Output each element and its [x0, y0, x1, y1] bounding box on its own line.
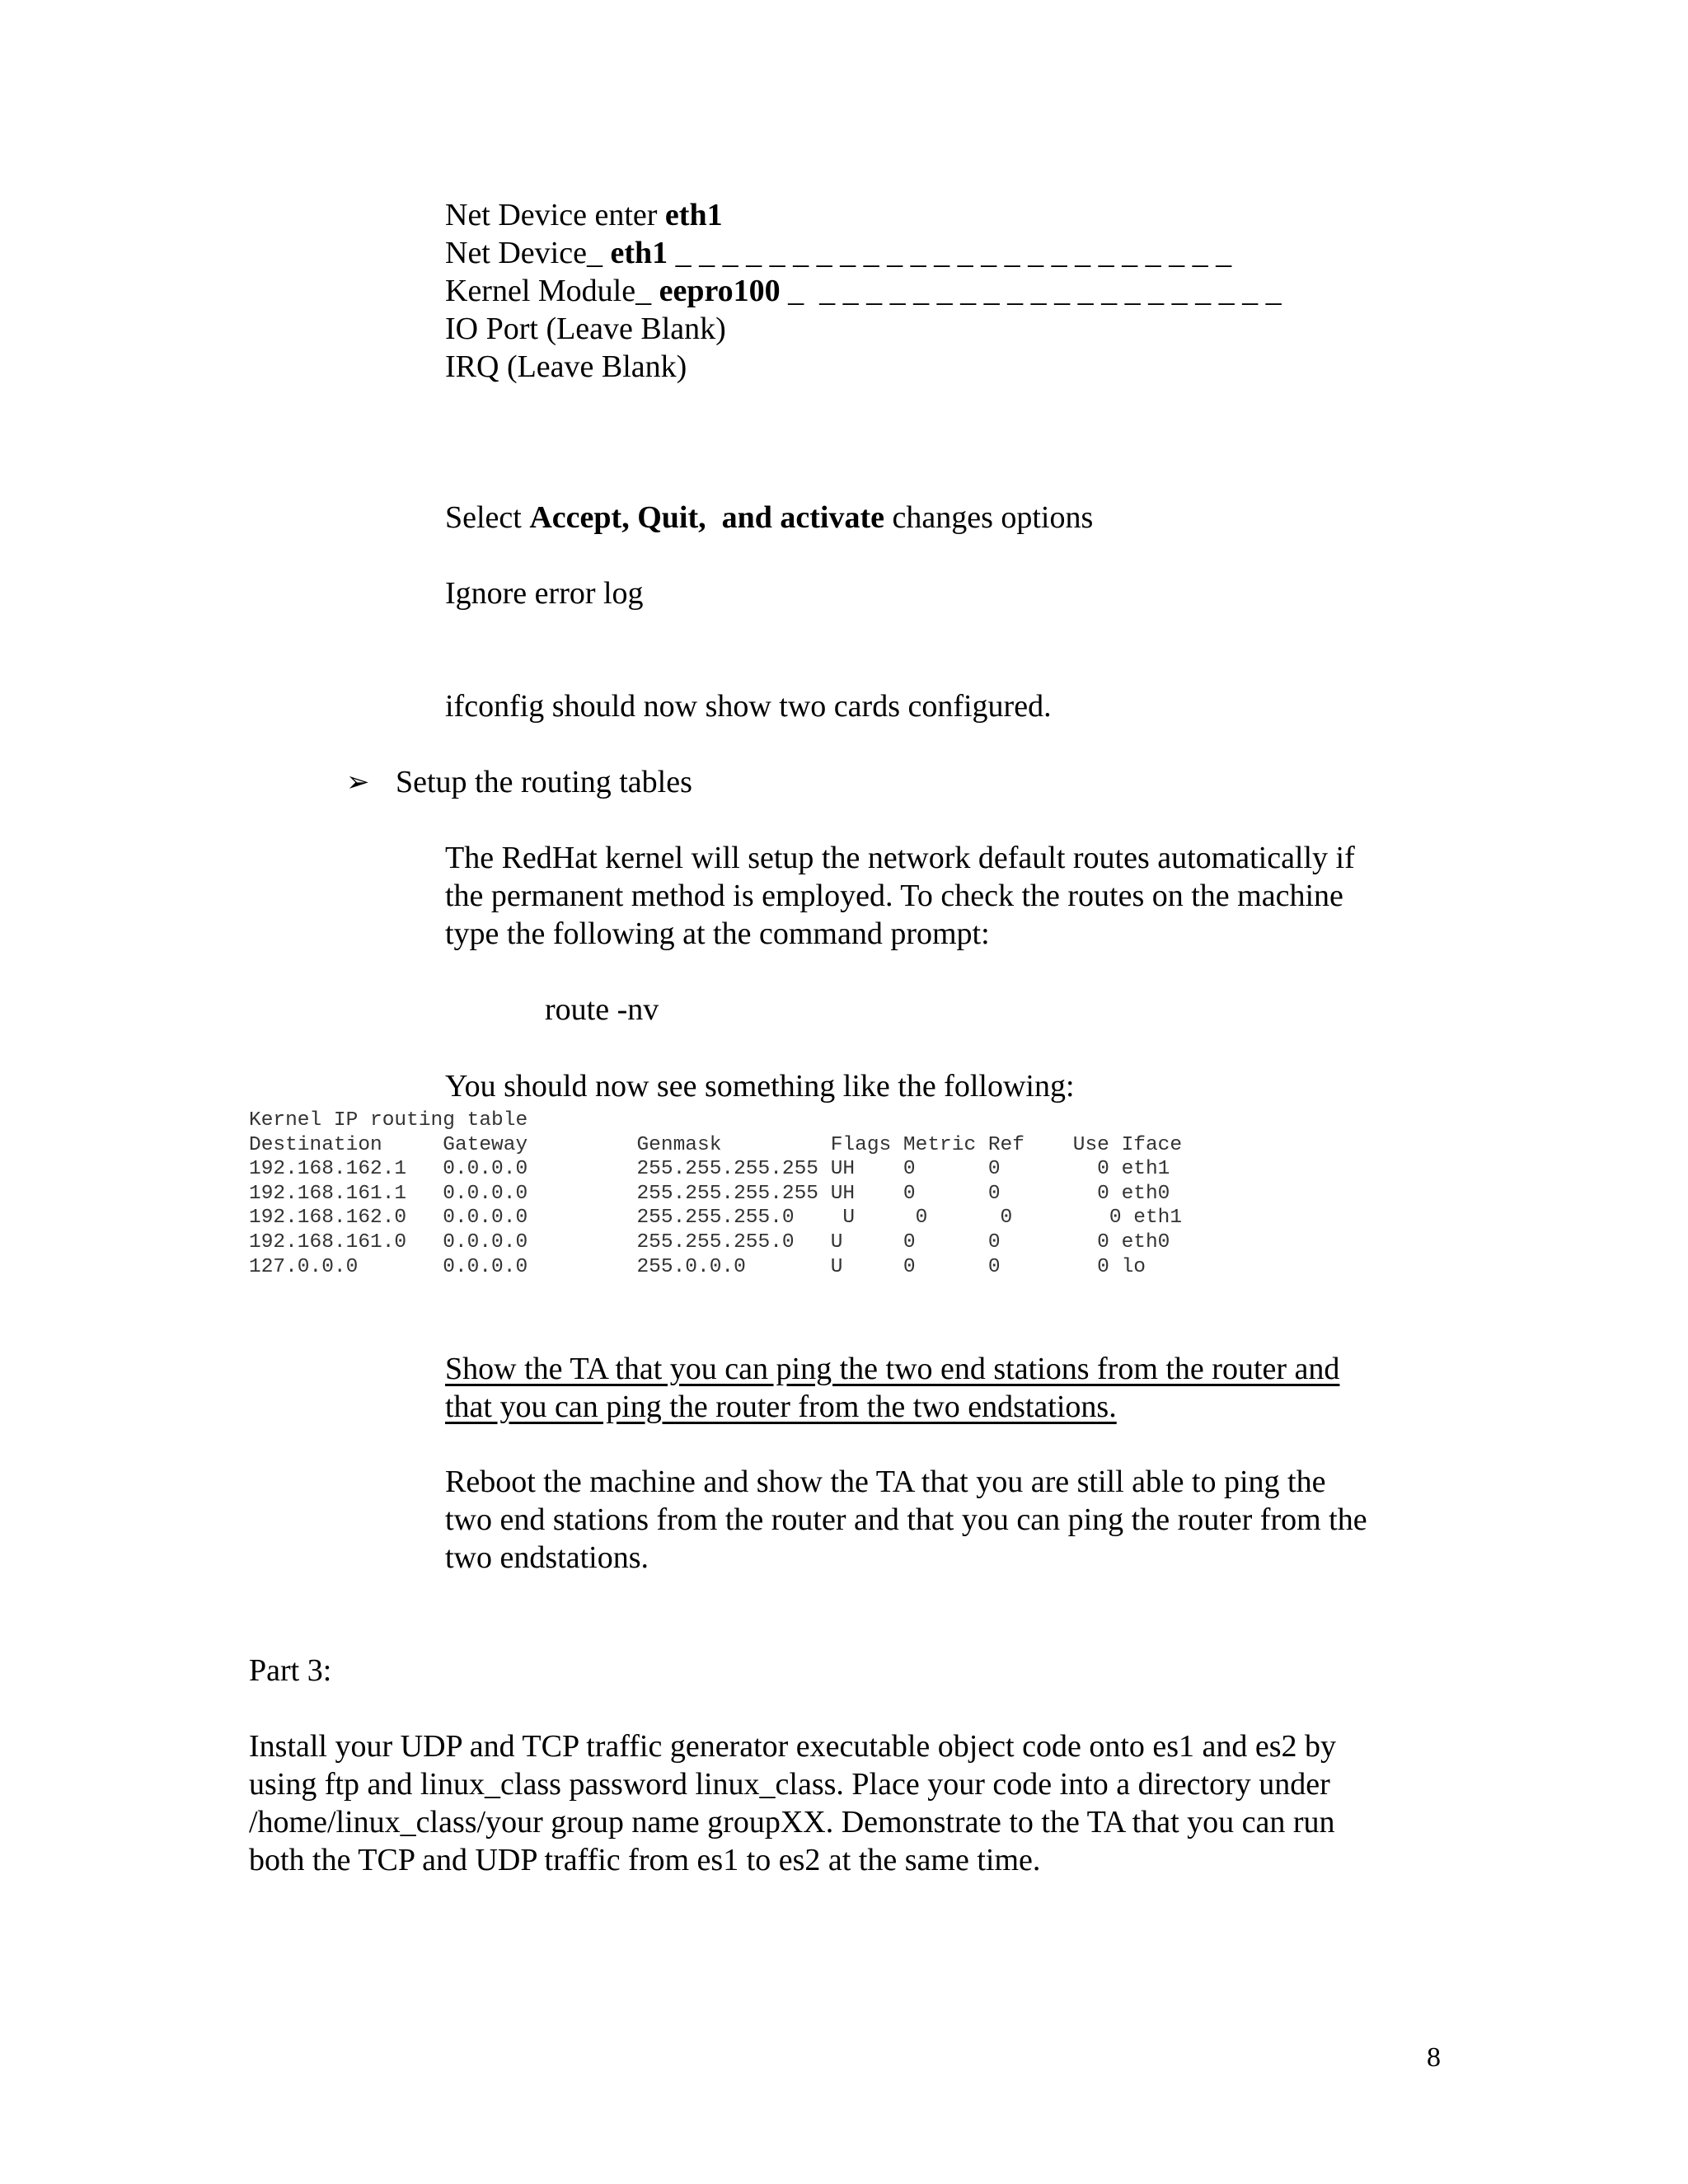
part3-line-3: /home/linux_class/your group name groupXX. Demonstrate to the TA that you can run — [249, 1805, 1335, 1840]
reboot-line-2: two end stations from the router and that you can ping the router from the — [445, 1502, 1367, 1537]
redhat-paragraph-line-2: the permanent method is employed. To check the routes on the machine — [445, 879, 1343, 913]
part3-line-1: Install your UDP and TCP traffic generator executable object code onto es1 and es2 by — [249, 1729, 1337, 1764]
kernel-routing-table: Kernel IP routing table Destination Gateway Genmask Flags Metric Ref Use Iface 192.168.162.1 0.0.0.0 255.255.255.255 UH 0 0 0 eth1 192.168.161.1 0.0.0.0 255.255.255.255 UH 0 0 0 eth0 192.168.162.0 0.0.0.0 255.255.255.0 U 0 0 0 eth1 192.168.161.0 0.0.0.0 255.255.255.0 U 0 0 0 eth0 127.0.0.0 0.0.0.0 255.0.0.0 U 0 0 0 lo — [249, 1109, 1183, 1278]
net-device-enter-line — [445, 196, 723, 234]
show-ta-line-1: Show the TA that you can ping the two end stations from the router and — [445, 1352, 1340, 1386]
select-options-bold: Accept, Quit, and activate — [529, 500, 884, 535]
net-device-label: Net Device_ — [445, 236, 611, 270]
show-ta-line-2: that you can ping the router from the two endstations. — [445, 1390, 1117, 1424]
reboot-line-1: Reboot the machine and show the TA that you are still able to ping the — [445, 1465, 1326, 1499]
redhat-paragraph-line-3: type the following at the command prompt: — [445, 916, 990, 951]
setup-routing-bullet: Setup the routing tables — [396, 765, 692, 799]
part3-line-4: both the TCP and UDP traffic from es1 to es2 at the same time. — [249, 1843, 1041, 1877]
kernel-module-label: Kernel Module_ — [445, 274, 659, 308]
redhat-paragraph-line-1: The RedHat kernel will setup the network default routes automatically if — [445, 841, 1355, 875]
reboot-line-3: two endstations. — [445, 1540, 649, 1575]
route-command: route -nv — [545, 992, 659, 1027]
page-number: 8 — [1427, 2042, 1441, 2073]
ignore-error-line: Ignore error log — [445, 576, 644, 611]
io-port-line: IO Port (Leave Blank) — [445, 312, 726, 346]
arrowhead-bullet-icon: ➢ — [346, 766, 370, 799]
see-following-line: You should now see something like the following: — [445, 1069, 1075, 1104]
net-device-value: eth1 — [610, 236, 668, 270]
kernel-module-line — [445, 272, 1282, 310]
net-device-blank: _ _ _ _ _ _ _ _ _ _ _ _ _ _ _ _ _ _ _ _ _ _ _ _ — [668, 236, 1232, 270]
net-device-line — [445, 234, 1231, 272]
select-suffix: changes options — [884, 500, 1094, 535]
kernel-module-value: eepro100 — [659, 274, 781, 308]
part3-line-2: using ftp and linux_class password linux_class. Place your code into a directory under — [249, 1767, 1330, 1802]
select-accept-line — [445, 499, 1093, 537]
kernel-module-blank: _ _ _ _ _ _ _ _ _ _ _ _ _ _ _ _ _ _ _ _ _ — [780, 274, 1282, 308]
part3-heading: Part 3: — [249, 1653, 332, 1688]
net-device-enter-value: eth1 — [664, 198, 723, 232]
irq-line: IRQ (Leave Blank) — [445, 349, 687, 384]
ifconfig-line: ifconfig should now show two cards configured. — [445, 689, 1052, 724]
select-prefix: Select — [445, 500, 530, 535]
net-device-enter-label: Net Device enter — [445, 198, 665, 232]
